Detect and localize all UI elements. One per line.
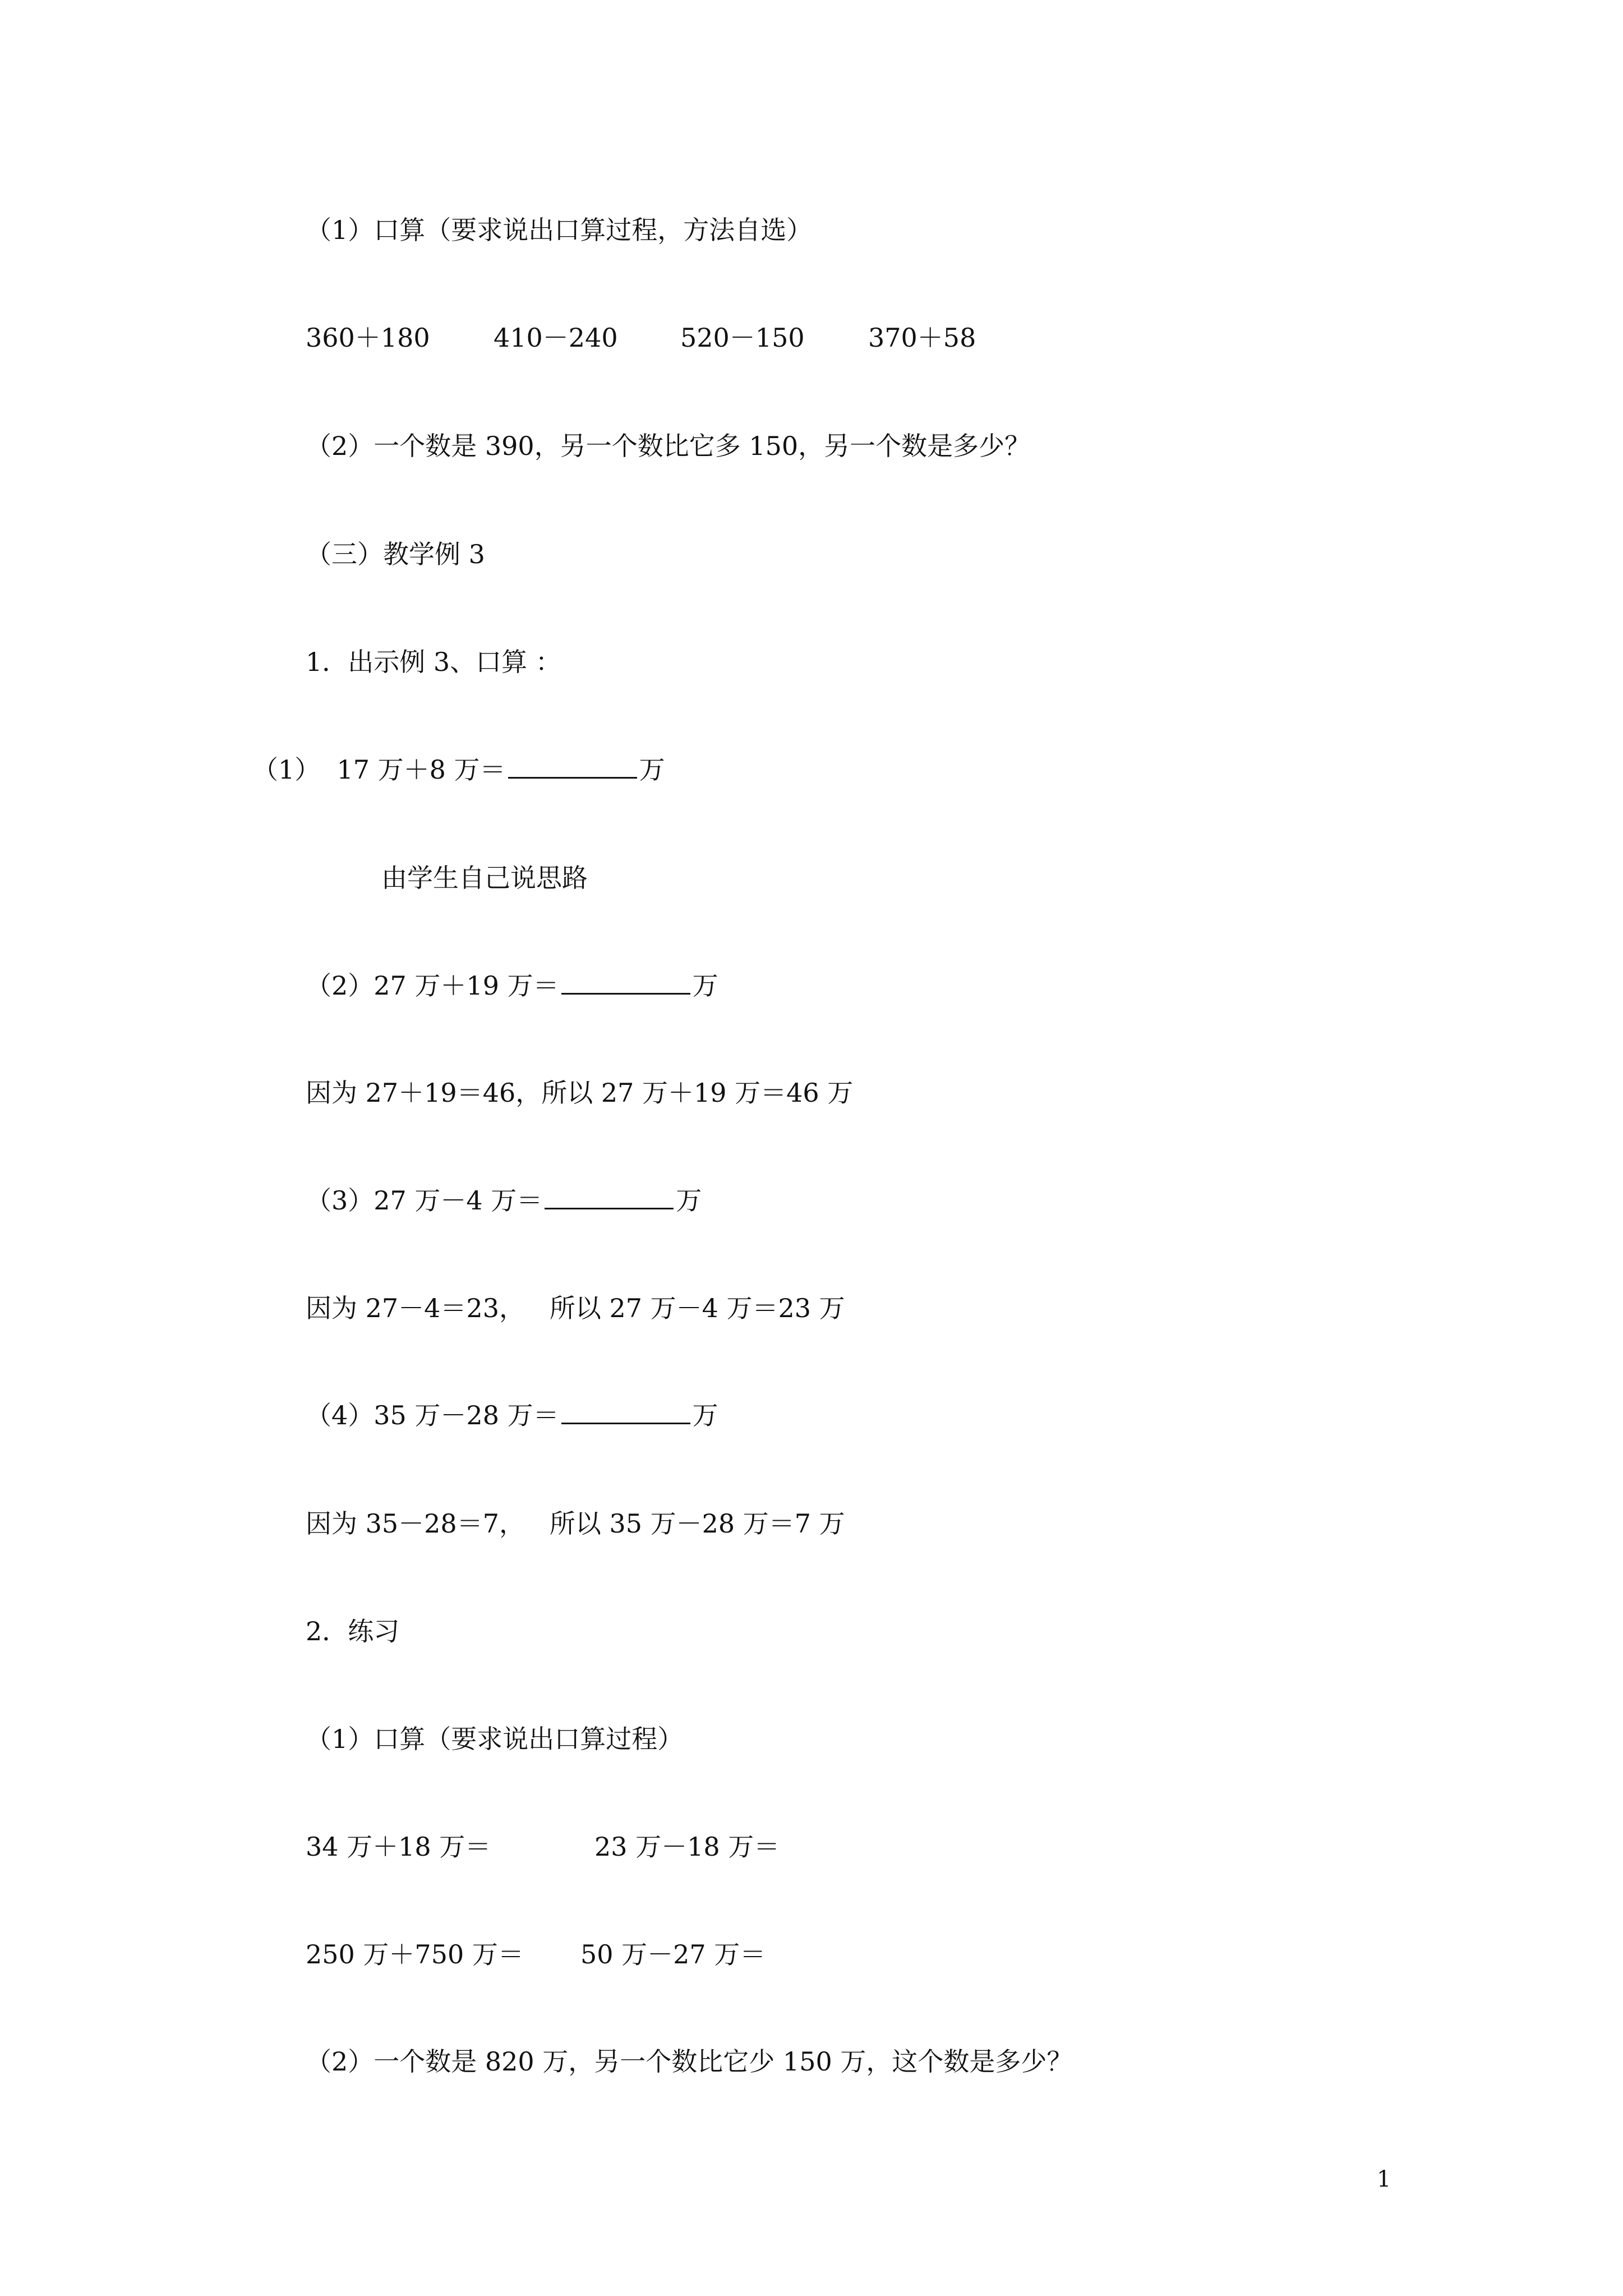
exercise-item: 360＋180: [306, 323, 430, 353]
question-text: （2）27 万＋19 万＝: [306, 970, 559, 1001]
unit-label: 万: [639, 754, 665, 785]
answer-blank[interactable]: [561, 970, 690, 995]
practice-item: 250 万＋750 万＝: [306, 1939, 524, 1970]
unit-label: 万: [692, 1400, 718, 1430]
section-heading: （三）教学例 3: [306, 539, 485, 569]
exercise-item: 520－150: [680, 323, 805, 353]
practice-row-2: [306, 1938, 979, 1971]
practice-item: 23 万－18 万＝: [594, 1832, 780, 1862]
practice-heading: 2．练习: [306, 1616, 400, 1646]
question-text: （1） 17 万＋8 万＝: [252, 754, 506, 785]
word-problem-1: （2）一个数是 390，另一个数比它多 150，另一个数是多少？: [306, 431, 1031, 461]
unit-label: 万: [676, 1185, 702, 1216]
explanation-2: 因为 27＋19＝46，所以 27 万＋19 万＝46 万: [306, 1078, 854, 1108]
exercise-heading-mental-math: （1）口算（要求说出口算过程，方法自选）: [306, 215, 813, 245]
question-4: [306, 1398, 718, 1432]
question-text: （3）27 万－4 万＝: [306, 1185, 543, 1216]
unit-label: 万: [692, 970, 718, 1001]
exercise-row-1: [306, 321, 1147, 355]
practice-instruction: （1）口算（要求说出口算过程）: [306, 1724, 684, 1754]
practice-item: 50 万－27 万＝: [580, 1939, 766, 1970]
question-3: [306, 1184, 702, 1217]
question-1: [252, 753, 665, 786]
instruction-text: 由学生自己说思路: [381, 863, 588, 893]
example-heading: 1．出示例 3、口算 ：: [306, 647, 561, 677]
question-text: （4）35 万－28 万＝: [306, 1400, 559, 1430]
page-number: 1: [1377, 2166, 1391, 2192]
explanation-4: 因为 35－28＝7， 所以 35 万－28 万＝7 万: [306, 1508, 845, 1539]
exercise-item: 370＋58: [868, 323, 976, 353]
answer-blank[interactable]: [545, 1185, 674, 1209]
practice-row-1: [306, 1830, 979, 1864]
explanation-3: 因为 27－4＝23， 所以 27 万－4 万＝23 万: [306, 1293, 845, 1323]
answer-blank[interactable]: [508, 754, 637, 779]
word-problem-2: （2）一个数是 820 万，另一个数比它少 150 万，这个数是多少？: [306, 2046, 1073, 2077]
answer-blank[interactable]: [561, 1400, 690, 1424]
practice-item: 34 万＋18 万＝: [306, 1832, 491, 1862]
question-2: [306, 969, 718, 1002]
exercise-item: 410－240: [494, 323, 618, 353]
